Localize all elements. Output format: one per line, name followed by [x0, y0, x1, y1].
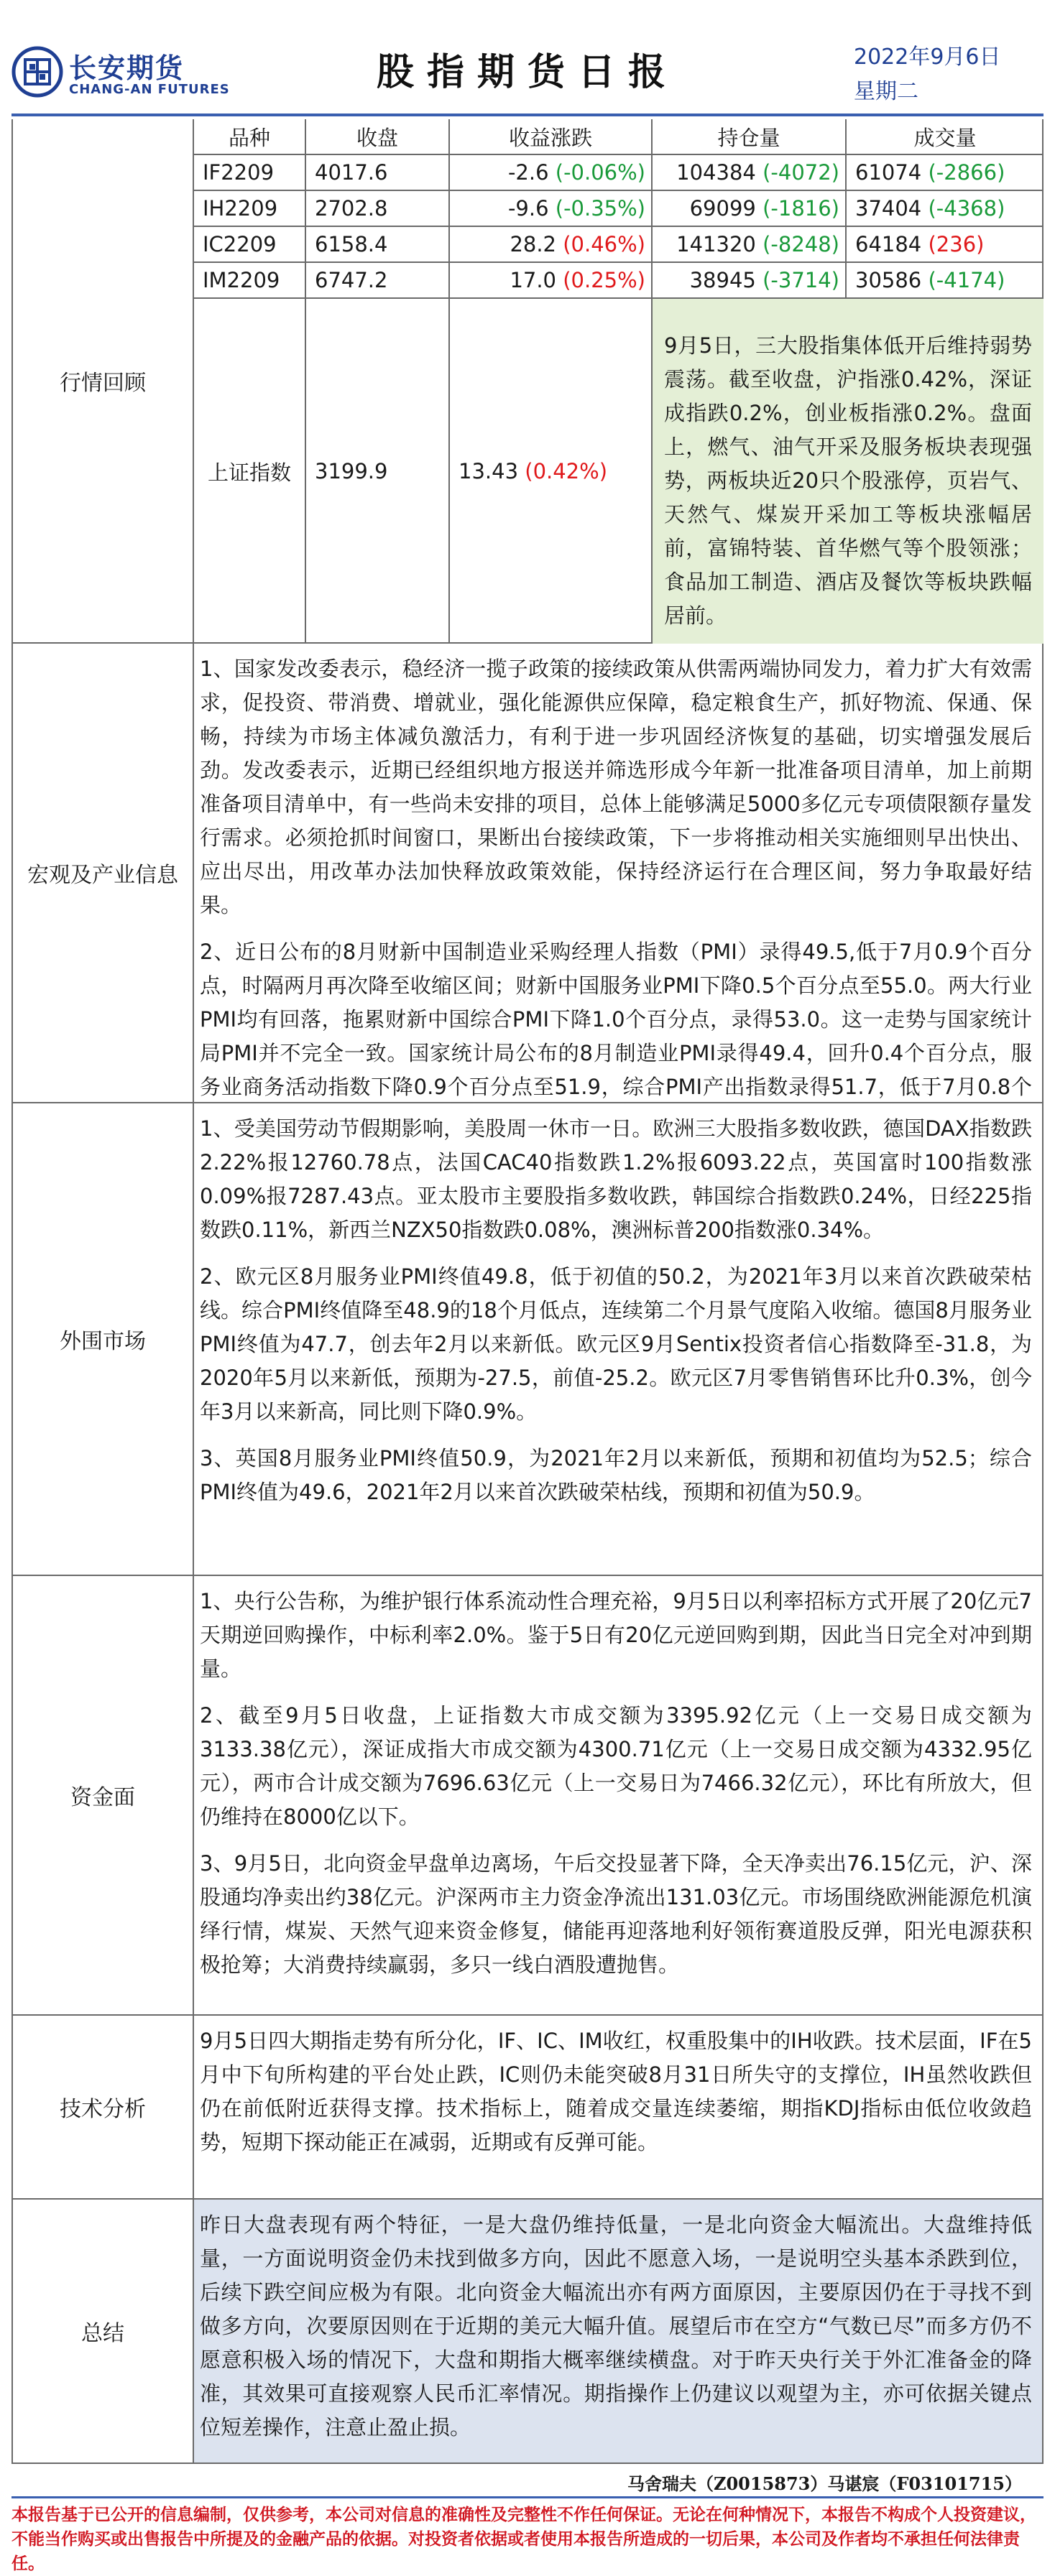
shanghai-index-row [194, 299, 653, 644]
change-value: -2.6 [507, 160, 549, 185]
oi-value: 104384 [676, 160, 756, 185]
macro-content [194, 644, 1042, 1103]
change-percent: (-0.06%) [555, 160, 645, 185]
oi-change: (-3714) [763, 268, 839, 292]
oi-change: (-1816) [763, 196, 839, 221]
funds-content [194, 1576, 1042, 1991]
quote-row-if [194, 155, 1044, 191]
analyst-credits: 马舍瑞夫（Z0015873）马谌宸（F03101715） [11, 2470, 1044, 2498]
index-change [450, 299, 653, 644]
quote-open-interest [653, 155, 847, 190]
market-summary-text: 9月5日，三大股指集体低开后维持弱势震荡。截至收盘，沪指涨0.42%，深证成指跌0.2%，创业板指涨0.2%。盘面上，燃气、油气开采及服务板块表现强势，两板块近20只个股涨停，页岩气、天然气、煤炭开采加工等板块涨幅居前，富锦特装、首华燃气等个股领涨；食品加工制造、酒店及餐饮等板块跌幅居前。 [653, 299, 1044, 644]
change-percent: (0.46%) [563, 232, 645, 256]
quote-volume [847, 263, 1044, 297]
oi-value: 141320 [676, 232, 756, 256]
section-label-market: 行情回顾 [13, 119, 194, 642]
overseas-paragraph: 2、欧元区8月服务业PMI终值49.8，低于初值的50.2，为2021年3月以来首次跌破荣枯线。综合PMI终值降至48.9的18个月低点，连续第二个月景气度陷入收缩。德国8月服务业PMI终值为47.7，创去年2月以来新低。欧元区9月Sentix投资者信心指数降至-31.8，为2020年5月以来新低，预期为-27.5，前值-25.2。欧元区7月零售销售环比升0.3%，创今年3月以来新高，同比则下降0.9%。 [200, 1264, 1032, 1424]
report-table [11, 119, 1044, 2464]
disclaimer-text: 本报告基于已公开的信息编制，仅供参考，本公司对信息的准确性及完整性不作任何保证。无论在何种情况下，本报告不构成个人投资建议，不能当作购买或出售报告中所提及的金融产品的依据。对投资者依据或者使用本报告所造成的一切后果，本公司及作者均不承担任何法律责任。 [11, 2505, 1036, 2573]
volume-value: 37404 [855, 196, 922, 221]
overseas-content [194, 1103, 1042, 1518]
quote-header-row [194, 119, 1044, 155]
quote-code: IH2209 [194, 191, 306, 226]
macro-paragraph: 1、国家发改委表示，稳经济一揽子政策的接续政策从供需两端协同发力，着力扩大有效需求，促投资、带消费、增就业，强化能源供应保障，稳定粮食生产，抓好物流、保通、保畅，持续为市场主体减负激活力，有利于进一步巩固经济恢复的基础，切实增强发展后劲。发改委表示，近期已经组织地方报送并筛选形成今年新一批准备项目清单，加上前期准备项目清单中，有一些尚未安排的项目，总体上能够满足5000多亿元专项债限额存量发行需求。必须抢抓时间窗口，果断出台接续政策，下一步将推动相关实施细则早出快出、应出尽出，用改革办法加快释放政策效能，保持经济运行在合理区间，努力争取最好结果。 [200, 657, 1032, 917]
col-header-change: 收益涨跌 [450, 119, 653, 154]
volume-value: 30586 [855, 268, 922, 292]
volume-change: (-4174) [928, 268, 1005, 292]
col-header-product: 品种 [194, 119, 306, 154]
col-header-close: 收盘 [306, 119, 450, 154]
volume-value: 64184 [855, 232, 922, 256]
change-value: -9.6 [507, 196, 549, 221]
change-percent: (0.25%) [563, 268, 645, 292]
section-label-funds: 资金面 [13, 1576, 194, 2014]
index-change-value: 13.43 [459, 459, 519, 483]
logo-chinese-name: 长安期货 [69, 52, 185, 84]
technical-section [13, 2016, 1042, 2200]
oi-change: (-4072) [763, 160, 839, 185]
quote-row-ic [194, 227, 1044, 263]
oi-change: (-8248) [763, 232, 839, 256]
col-header-open-interest: 持仓量 [653, 119, 847, 154]
quote-open-interest [653, 191, 847, 226]
quote-change [450, 263, 653, 297]
section-label-technical: 技术分析 [13, 2016, 194, 2198]
oi-value: 38945 [689, 268, 756, 292]
market-review-section [13, 119, 1042, 644]
overseas-section [13, 1103, 1042, 1576]
report-header [0, 0, 1055, 119]
quote-code: IM2209 [194, 263, 306, 297]
index-name: 上证指数 [194, 299, 306, 644]
header-divider [11, 113, 1044, 116]
quote-row-ih [194, 191, 1044, 227]
overseas-paragraph: 3、英国8月服务业PMI终值50.9，为2021年2月以来新低，预期和初值均为52.5；综合PMI终值为49.6，2021年2月以来首次跌破荣枯线，预期和初值为50.9。 [200, 1446, 1032, 1504]
quote-change [450, 227, 653, 261]
section-label-macro: 宏观及产业信息 [13, 644, 194, 1102]
volume-change: (-4368) [928, 196, 1005, 221]
quote-row-im [194, 263, 1044, 299]
section-label-conclusion: 总结 [13, 2200, 194, 2463]
conclusion-content: 昨日大盘表现有两个特征，一是大盘仍维持低量，一是北向资金大幅流出。大盘维持低量，一方面说明资金仍未找到做多方向，因此不愿意入场，一是说明空头基本杀跌到位，后续下跌空间应极为有限。北向资金大幅流出亦有两方面原因，主要原因仍在于寻找不到做多方向，次要原因则在于近期的美元大幅升值。展望后市在空方“气数已尽”而多方仍不愿意积极入场的情况下，大盘和期指大概率继续横盘。对于昨天央行关于外汇准备金的降准，其效果可直接观察人民币汇率情况。期指操作上仍建议以观望为主，亦可依据关键点位短差操作，注意止盈止损。 [200, 2213, 1032, 2440]
report-title: 股指期货日报 [376, 51, 678, 94]
quote-change [450, 155, 653, 190]
change-percent: (-0.35%) [555, 196, 645, 221]
quote-close: 2702.8 [306, 191, 450, 226]
index-close: 3199.9 [306, 299, 450, 644]
overseas-paragraph: 1、受美国劳动节假期影响，美股周一休市一日。欧洲三大股指多数收跌，德国DAX指数跌2.22%报12760.78点，法国CAC40指数跌1.2%报6093.22点，英国富时100指数涨0.09%报7287.43点。亚太股市主要股指多数收跌，韩国综合指数跌0.24%，日经225指数跌0.11%，新西兰NZX50指数跌0.08%，澳洲标普200指数涨0.34%。 [200, 1116, 1032, 1242]
funds-section [13, 1576, 1042, 2016]
logo-english-name: CHANG-AN FUTURES [69, 82, 230, 97]
quote-code: IC2209 [194, 227, 306, 261]
quote-volume [847, 227, 1044, 261]
quote-change [450, 191, 653, 226]
volume-value: 61074 [855, 160, 922, 185]
funds-paragraph: 1、央行公告称，为维护银行体系流动性合理充裕，9月5日以利率招标方式开展了20亿元7天期逆回购操作，中标利率2.0%。鉴于5日有20亿元逆回购到期，因此当日完全对冲到期量。 [200, 1589, 1032, 1681]
report-date [854, 40, 1033, 109]
oi-value: 69099 [689, 196, 756, 221]
quote-open-interest [653, 227, 847, 261]
funds-paragraph: 3、9月5日，北向资金早盘单边离场，午后交投显著下降，全天净卖出76.15亿元，沪、深股通均净卖出约38亿元。沪深两市主力资金净流出131.03亿元。市场围绕欧洲能源危机演绎行情，煤炭、天然气迎来资金修复，储能再迎落地利好领衔赛道股反弹，阳光电源获积极抢筹；大消费持续赢弱，多只一线白酒股遭抛售。 [200, 1851, 1032, 1977]
quote-close: 6747.2 [306, 263, 450, 297]
macro-paragraph: 2、近日公布的8月财新中国制造业采购经理人指数（PMI）录得49.5,低于7月0.9个百分点，时隔两月再次降至收缩区间；财新中国服务业PMI下降0.5个百分点至55.0。两大行业PMI均有回落，拖累财新中国综合PMI下降1.0个百分点，录得53.0。这一走势与国家统计局PMI并不完全一致。国家统计局公布的8月制造业PMI录得49.4，回升0.4个百分点，服务业商务活动指数下降0.9个百分点至51.9，综合PMI产出指数录得51.7，低于7月0.8个 [200, 940, 1032, 1099]
quote-code: IF2209 [194, 155, 306, 190]
section-label-overseas: 外围市场 [13, 1103, 194, 1575]
quote-close: 6158.4 [306, 227, 450, 261]
quote-close: 4017.6 [306, 155, 450, 190]
technical-content: 9月5日四大期指走势有所分化，IF、IC、IM收红，权重股集中的IH收跌。技术层面，IF在5月中下旬所构建的平台处止跌，IC则仍未能突破8月31日所失守的支撑位，IH虽然收跌但仍在前低附近获得支撑。技术指标上，随着成交量连续萎缩，期指KDJ指标由低位收敛趋势，短期下探动能正在减弱，近期或有反弹可能。 [200, 2029, 1032, 2154]
market-quote-table [194, 119, 1044, 644]
volume-change: (-2866) [928, 160, 1005, 185]
col-header-volume: 成交量 [913, 125, 977, 150]
quote-open-interest [653, 263, 847, 297]
weekday-text: 星期二 [854, 79, 918, 104]
change-value: 17.0 [510, 268, 557, 292]
quote-volume [847, 155, 1044, 190]
quote-volume [847, 191, 1044, 226]
date-text: 2022年9月6日 [854, 45, 1001, 70]
conclusion-section [13, 2200, 1042, 2464]
index-change-percent: (0.42%) [525, 459, 608, 483]
volume-change: (236) [928, 232, 985, 256]
change-value: 28.2 [510, 232, 557, 256]
macro-section [13, 644, 1042, 1103]
funds-paragraph: 2、截至9月5日收盘，上证指数大市成交额为3395.92亿元（上一交易日成交额为3133.38亿元），深证成指大市成交额为4300.71亿元（上一交易日成交额为4332.95亿元），两市合计成交额为7696.63亿元（上一交易日为7466.32亿元），环比有所放大，但仍维持在8000亿以下。 [200, 1703, 1032, 1829]
